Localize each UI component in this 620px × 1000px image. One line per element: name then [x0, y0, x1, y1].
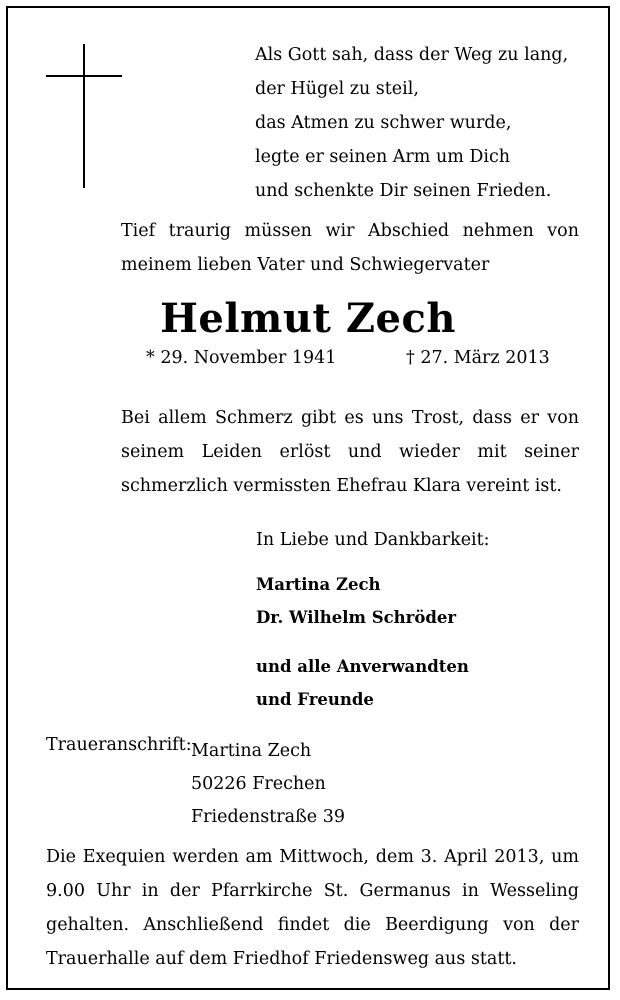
- intro-text: Tief traurig müssen wir Abschied nehmen von meinem lieben Vater und Schwiegervater: [121, 221, 579, 275]
- poem-line: der Hügel zu steil,: [255, 79, 419, 99]
- address-label: Traueranschrift:: [46, 735, 192, 755]
- poem-line: Als Gott sah, dass der Weg zu lang,: [255, 45, 569, 65]
- cross-icon-bar: [46, 75, 122, 77]
- signer-name: Dr. Wilhelm Schröder: [256, 608, 457, 627]
- deceased-name: Helmut Zech: [160, 295, 456, 342]
- comfort-text: Bei allem Schmerz gibt es uns Trost, dass er von seinem Leiden erlöst und wieder mit seiner schmerzlich vermissten Ehefrau Klara vereint ist.: [121, 408, 579, 496]
- relatives-line: und Freunde: [256, 690, 374, 709]
- funeral-info: Die Exequien werden am Mittwoch, dem 3. April 2013, um 9.00 Uhr in der Pfarrkirche St. Germanus in Wesseling gehalten. Anschließend findet die Beerdigung von der Trauerhalle auf dem Friedhof Friedensweg aus statt.: [46, 847, 579, 969]
- dankbarkeit-line: In Liebe und Dankbarkeit:: [256, 530, 490, 550]
- cross-icon: [83, 44, 85, 188]
- poem: [255, 38, 568, 208]
- poem-line: das Atmen zu schwer wurde,: [255, 113, 512, 133]
- address-line: 50226 Frechen: [191, 774, 326, 794]
- address-line: Friedenstraße 39: [191, 807, 345, 827]
- relatives: [256, 650, 469, 716]
- poem-line: legte er seinen Arm um Dich: [255, 147, 511, 167]
- death-date: † 27. März 2013: [406, 348, 550, 368]
- poem-line: und schenkte Dir seinen Frieden.: [255, 181, 552, 201]
- relatives-line: und alle Anverwandten: [256, 657, 469, 676]
- signer-name: Martina Zech: [256, 575, 381, 594]
- address-line: Martina Zech: [191, 741, 312, 761]
- obituary-frame: [6, 6, 610, 990]
- mourning-address: [191, 735, 345, 834]
- birth-date: * 29. November 1941: [146, 348, 337, 368]
- signers: [256, 568, 456, 634]
